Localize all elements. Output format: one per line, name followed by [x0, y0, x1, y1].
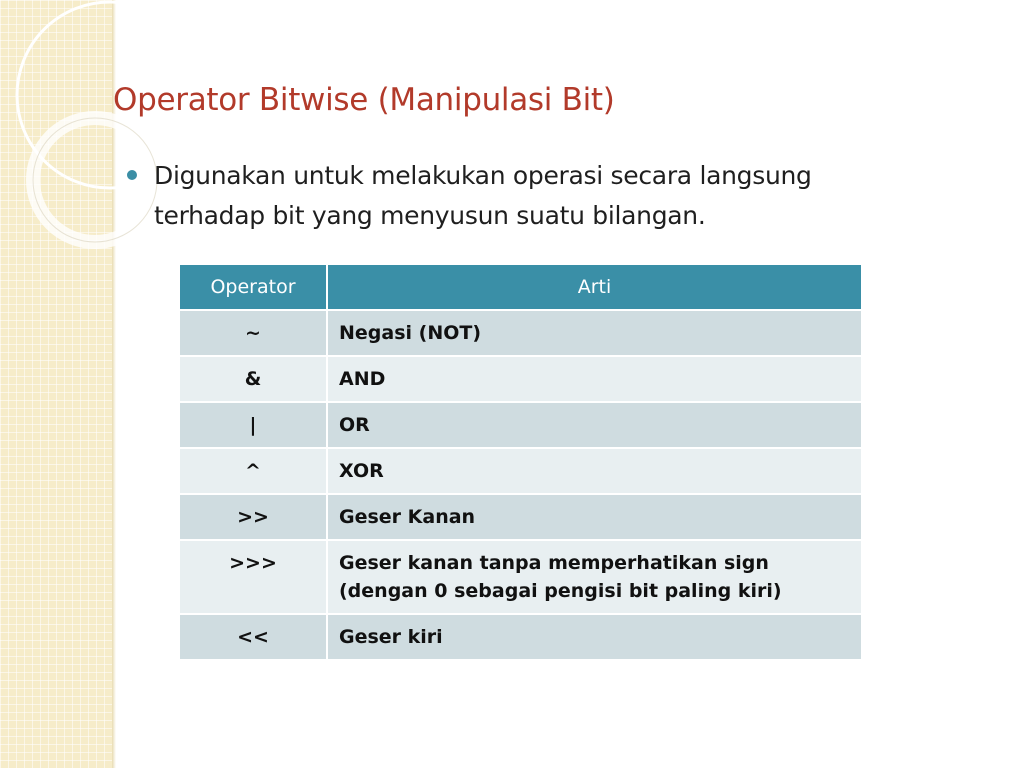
operator-cell: ^ — [180, 448, 327, 494]
bullet-text: Digunakan untuk melakukan operasi secara langsung terhadap bit yang menyusun suatu bilangan. — [154, 161, 812, 230]
operator-cell: >>> — [180, 540, 327, 614]
meaning-cell: AND — [327, 356, 861, 402]
operator-cell: & — [180, 356, 327, 402]
meaning-cell: Negasi (NOT) — [327, 310, 861, 356]
operator-cell: << — [180, 614, 327, 660]
table-row — [180, 448, 861, 494]
table-row — [180, 310, 861, 356]
operator-cell: >> — [180, 494, 327, 540]
bullet-dot-icon — [127, 170, 137, 180]
table-header-row — [180, 265, 861, 310]
decorative-sidebar — [0, 0, 112, 768]
column-header-meaning: Arti — [327, 265, 861, 310]
bullet-item — [127, 156, 887, 236]
table-row — [180, 540, 861, 614]
table-row — [180, 494, 861, 540]
slide-title: Operator Bitwise (Manipulasi Bit) — [113, 82, 615, 118]
meaning-cell: XOR — [327, 448, 861, 494]
column-header-operator: Operator — [180, 265, 327, 310]
operator-cell: ~ — [180, 310, 327, 356]
table-row — [180, 356, 861, 402]
table-row — [180, 402, 861, 448]
meaning-cell: Geser Kanan — [327, 494, 861, 540]
table-row — [180, 614, 861, 660]
meaning-cell: Geser kiri — [327, 614, 861, 660]
meaning-cell: OR — [327, 402, 861, 448]
operator-table — [180, 265, 861, 661]
operator-cell: | — [180, 402, 327, 448]
meaning-cell: Geser kanan tanpa memperhatikan sign (dengan 0 sebagai pengisi bit paling kiri) — [327, 540, 861, 614]
